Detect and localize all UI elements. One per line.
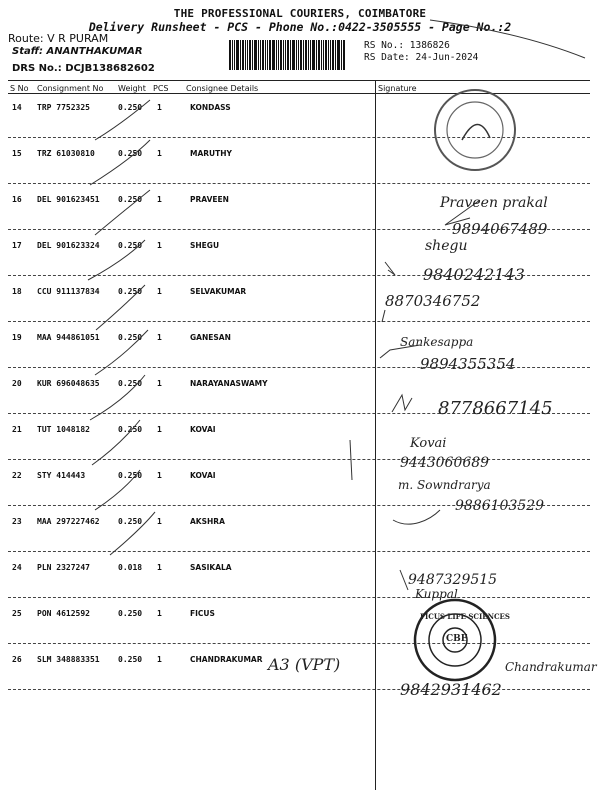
- sig-21-name: Kovai: [410, 436, 447, 451]
- row-weight: 0.250: [118, 195, 143, 204]
- sig-17-phone: 9840242143: [423, 265, 525, 284]
- runsheet-subtitle: Delivery Runsheet - PCS - Phone No.:0422-3505555 - Page No.:2: [88, 20, 512, 34]
- row-pcs: 1: [157, 609, 162, 618]
- col-signature: Signature: [378, 84, 417, 93]
- row-consignee: PRAVEEN: [190, 195, 229, 204]
- sig-24-name: Kuppal: [415, 587, 458, 601]
- row-pcs: 1: [157, 287, 162, 296]
- row-consignment: TRZ 61030810: [37, 149, 95, 158]
- row-consignment: MAA 297227462: [37, 517, 100, 526]
- col-weight: Weight: [118, 84, 146, 93]
- col-consignment: Consignment No: [37, 84, 104, 93]
- row-consignee: SELVAKUMAR: [190, 287, 247, 296]
- drs-number: DRS No.: DCJB138682602: [12, 63, 155, 74]
- row-consignment: STY 414443: [37, 471, 86, 480]
- row-weight: 0.250: [118, 333, 143, 342]
- row-pcs: 1: [157, 517, 162, 526]
- rs-number: RS No.: 1386826: [364, 40, 450, 51]
- company-name: THE PROFESSIONAL COURIERS, COIMBATORE: [173, 7, 427, 20]
- row-sno: 20: [12, 379, 22, 388]
- sig-17-name: shegu: [425, 238, 468, 254]
- row-weight: 0.250: [118, 425, 143, 434]
- sig-18-phone: 8870346752: [385, 292, 481, 310]
- row-sno: 15: [12, 149, 22, 158]
- row-weight: 0.250: [118, 471, 143, 480]
- sig-26-phone: 9842931462: [400, 680, 502, 699]
- row-consignment: MAA 944861051: [37, 333, 100, 342]
- sig-26-name: Chandrakumar: [505, 660, 597, 674]
- row-pcs: 1: [157, 379, 162, 388]
- row-pcs: 1: [157, 149, 162, 158]
- staff-label: Staff: ANANTHAKUMAR: [12, 46, 143, 57]
- stamp-text: FICUS LIFE SCIENCES: [420, 612, 510, 621]
- row-pcs: 1: [157, 655, 162, 664]
- row-weight: 0.250: [118, 655, 143, 664]
- sig-19-phone: 9894355354: [420, 355, 516, 373]
- col-pcs: PCS: [153, 84, 169, 93]
- row-weight: 0.250: [118, 241, 143, 250]
- sig-16-phone: 9894067489: [452, 220, 548, 238]
- row-consignee: KOVAI: [190, 471, 216, 480]
- col-consignee: Consignee Details: [186, 84, 259, 93]
- row-consignment: TUT 1048182: [37, 425, 90, 434]
- row-consignment: DEL 901623451: [37, 195, 100, 204]
- row-consignee: MARUTHY: [190, 149, 232, 158]
- sig-21-phone: 9443060689: [400, 455, 490, 471]
- row-sno: 26: [12, 655, 22, 664]
- row-pcs: 1: [157, 471, 162, 480]
- row-consignee: NARAYANASWAMY: [190, 379, 268, 388]
- sig-22-phone: 9886103529: [455, 498, 545, 514]
- company-stamp-top: [435, 90, 515, 170]
- row-pcs: 1: [157, 195, 162, 204]
- row-sno: 25: [12, 609, 22, 618]
- row-consignee: KOVAI: [190, 425, 216, 434]
- sig-16-name: Praveen prakal: [440, 195, 548, 211]
- row-consignment: CCU 911137834: [37, 287, 100, 296]
- row-weight: 0.018: [118, 563, 143, 572]
- row-consignment: KUR 696048635: [37, 379, 100, 388]
- sig-20-phone: 8778667145: [438, 398, 553, 419]
- row-consignment: DEL 901623324: [37, 241, 100, 250]
- row-sno: 14: [12, 103, 22, 112]
- row-consignee: SHEGU: [190, 241, 220, 250]
- row-pcs: 1: [157, 425, 162, 434]
- row-sno: 21: [12, 425, 22, 434]
- row-sno: 17: [12, 241, 22, 250]
- sig-22-name: m. Sowndrarya: [398, 478, 491, 492]
- row-pcs: 1: [157, 103, 162, 112]
- row-pcs: 1: [157, 333, 162, 342]
- row-sno: 18: [12, 287, 22, 296]
- row-sno: 23: [12, 517, 22, 526]
- sig-26-note: A3 (VPT): [268, 655, 341, 674]
- row-sno: 24: [12, 563, 22, 572]
- row-consignment: TRP 7752325: [37, 103, 90, 112]
- row-consignee: FICUS: [190, 609, 215, 618]
- row-weight: 0.250: [118, 379, 143, 388]
- route-label: Route: V R PURAM: [8, 32, 109, 45]
- row-pcs: 1: [157, 563, 162, 572]
- row-weight: 0.250: [118, 609, 143, 618]
- row-consignment: PLN 2327247: [37, 563, 90, 572]
- row-weight: 0.250: [118, 149, 143, 158]
- row-consignee: SASIKALA: [190, 563, 232, 572]
- stamp-center: CBE: [446, 634, 468, 644]
- sig-19-name: Sankesappa: [400, 335, 474, 349]
- row-sno: 19: [12, 333, 22, 342]
- row-weight: 0.250: [118, 103, 143, 112]
- row-consignment: PON 4612592: [37, 609, 90, 618]
- row-sno: 16: [12, 195, 22, 204]
- col-sno: S No: [10, 84, 29, 93]
- row-pcs: 1: [157, 241, 162, 250]
- row-weight: 0.250: [118, 287, 143, 296]
- row-sno: 22: [12, 471, 22, 480]
- row-consignee: AKSHRA: [190, 517, 225, 526]
- row-consignee: CHANDRAKUMAR: [190, 655, 263, 664]
- row-weight: 0.250: [118, 517, 143, 526]
- row-consignment: SLM 348883351: [37, 655, 100, 664]
- rs-date: RS Date: 24-Jun-2024: [364, 52, 479, 63]
- row-consignee: GANESAN: [190, 333, 231, 342]
- sig-24-phone: 9487329515: [408, 572, 498, 588]
- row-consignee: KONDASS: [190, 103, 231, 112]
